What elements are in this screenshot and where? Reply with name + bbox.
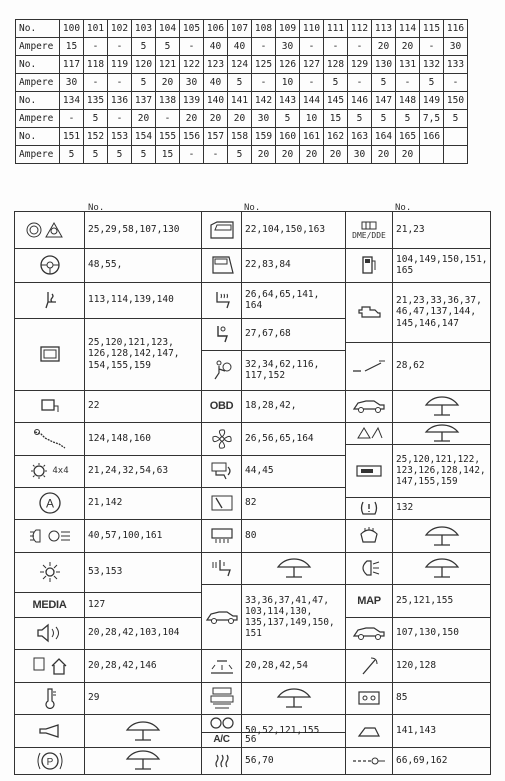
fuse-list: 29 bbox=[88, 692, 100, 704]
steering-wheel-icon bbox=[15, 248, 84, 282]
fuse-list: 26,64,65,141, 164 bbox=[245, 288, 320, 311]
table-cell: 5 bbox=[60, 146, 84, 164]
table-cell: 160 bbox=[276, 128, 300, 146]
row-label: Ampere bbox=[16, 146, 60, 164]
table-cell: 115 bbox=[420, 20, 444, 38]
engine-control-icon bbox=[346, 212, 392, 248]
table-cell: 123 bbox=[204, 56, 228, 74]
row-label: Ampere bbox=[16, 38, 60, 56]
fuse-list: 20,28,42,103,104 bbox=[88, 627, 180, 639]
fuse-list: 66,69,162 bbox=[396, 754, 448, 766]
table-cell: 154 bbox=[132, 128, 156, 146]
table-cell: 146 bbox=[348, 92, 372, 110]
media-icon: MEDIA bbox=[32, 598, 67, 611]
fuse-list: 50,52,121,155 bbox=[245, 724, 320, 736]
fuse-list: 32,34,62,116, 117,152 bbox=[245, 358, 320, 381]
map-icon: MAP bbox=[357, 594, 381, 607]
seat-ventilation-icon bbox=[202, 552, 241, 584]
fuse-list: 25,121,155 bbox=[396, 594, 454, 606]
table-cell: 40 bbox=[204, 74, 228, 92]
table-cell: 15 bbox=[156, 146, 180, 164]
table-cell bbox=[444, 128, 468, 146]
fuse-list: 40,57,100,161 bbox=[88, 529, 163, 541]
table-cell: 103 bbox=[132, 20, 156, 38]
fuse-list: 53,153 bbox=[88, 566, 123, 578]
table-cell: 116 bbox=[444, 20, 468, 38]
table-cell: 122 bbox=[180, 56, 204, 74]
table-cell: 40 bbox=[228, 38, 252, 56]
table-cell: 5 bbox=[228, 146, 252, 164]
table-cell: 30 bbox=[444, 38, 468, 56]
table-cell: - bbox=[60, 110, 84, 128]
table-cell: 10 bbox=[300, 110, 324, 128]
table-cell: 5 bbox=[228, 74, 252, 92]
table-cell: 5 bbox=[84, 146, 108, 164]
table-cell: 101 bbox=[84, 20, 108, 38]
table-cell: - bbox=[252, 38, 276, 56]
table-cell: 5 bbox=[372, 110, 396, 128]
mirror-icon bbox=[15, 390, 84, 422]
wiper-icon bbox=[202, 487, 241, 519]
interior-light-icon bbox=[15, 552, 84, 592]
table-cell: 158 bbox=[228, 128, 252, 146]
table-cell: 5 bbox=[84, 110, 108, 128]
table-cell: 152 bbox=[84, 128, 108, 146]
table-cell: 137 bbox=[132, 92, 156, 110]
table-cell: 113 bbox=[372, 20, 396, 38]
horn-icon bbox=[15, 714, 84, 747]
table-cell: 120 bbox=[132, 56, 156, 74]
table-cell: 128 bbox=[324, 56, 348, 74]
fuse-list: 27,67,68 bbox=[245, 328, 291, 340]
table-cell: 30 bbox=[276, 38, 300, 56]
brake-warning-icon bbox=[15, 212, 84, 248]
table-cell: 20 bbox=[204, 110, 228, 128]
sunroof-icon bbox=[346, 714, 392, 747]
table-cell: - bbox=[84, 38, 108, 56]
table-cell: 165 bbox=[396, 128, 420, 146]
fuse-list: 82 bbox=[245, 497, 257, 509]
table-cell: - bbox=[300, 38, 324, 56]
table-cell: 119 bbox=[108, 56, 132, 74]
parking-brake-icon bbox=[15, 747, 84, 774]
table-cell: 5 bbox=[132, 146, 156, 164]
car-side-icon bbox=[202, 584, 241, 649]
fuse-list: 113,114,139,140 bbox=[88, 294, 174, 306]
table-cell: 106 bbox=[204, 20, 228, 38]
table-cell: 5 bbox=[132, 38, 156, 56]
fuse-list: 21,142 bbox=[88, 497, 123, 509]
fuse-list: 48,55, bbox=[88, 259, 123, 271]
table-cell: 143 bbox=[276, 92, 300, 110]
table-cell: - bbox=[108, 38, 132, 56]
seat-memory-icon bbox=[202, 455, 241, 487]
row-label: No. bbox=[16, 92, 60, 110]
table-cell: 5 bbox=[444, 110, 468, 128]
fuse-ampere-row bbox=[16, 146, 468, 164]
temperature-icon bbox=[15, 682, 84, 714]
table-cell: 121 bbox=[156, 56, 180, 74]
seat-heating-icon bbox=[15, 282, 84, 318]
dme-dde-label: DME/DDE bbox=[352, 230, 386, 240]
table-cell: 153 bbox=[108, 128, 132, 146]
window-lift-icon bbox=[346, 342, 392, 390]
fuse-list: 56,70 bbox=[245, 754, 274, 766]
table-cell: 131 bbox=[396, 56, 420, 74]
table-cell bbox=[444, 146, 468, 164]
table-cell: 20 bbox=[132, 110, 156, 128]
table-cell: 20 bbox=[372, 38, 396, 56]
row-label: No. bbox=[16, 20, 60, 38]
table-cell: 139 bbox=[180, 92, 204, 110]
table-cell: 124 bbox=[228, 56, 252, 74]
table-cell: 5 bbox=[372, 74, 396, 92]
table-cell: - bbox=[348, 74, 372, 92]
radio-icon bbox=[346, 444, 392, 497]
table-cell: 112 bbox=[348, 20, 372, 38]
seat-adjust-icon bbox=[202, 682, 241, 714]
4x4-label: 4x4 bbox=[52, 466, 69, 476]
table-cell: 105 bbox=[180, 20, 204, 38]
fuse-list: 127 bbox=[88, 598, 106, 610]
headlight-icon bbox=[15, 519, 84, 552]
table-cell bbox=[420, 146, 444, 164]
fuse-list: 26,56,65,164 bbox=[245, 432, 314, 444]
table-cell: 159 bbox=[252, 128, 276, 146]
fuse-number-row bbox=[16, 92, 468, 110]
table-cell: 166 bbox=[420, 128, 444, 146]
table-cell: 163 bbox=[348, 128, 372, 146]
table-cell: 148 bbox=[396, 92, 420, 110]
table-cell: 161 bbox=[300, 128, 324, 146]
fuse-list: 107,130,150 bbox=[396, 627, 459, 639]
table-cell: 100 bbox=[60, 20, 84, 38]
table-cell: - bbox=[324, 38, 348, 56]
table-cell: 142 bbox=[252, 92, 276, 110]
trailer-hitch-icon bbox=[346, 747, 392, 774]
table-cell: 149 bbox=[420, 92, 444, 110]
fuse-list: 44,45 bbox=[245, 465, 274, 477]
fuse-list: 56 bbox=[245, 733, 257, 745]
car-lift-icon bbox=[242, 682, 345, 714]
table-cell: - bbox=[84, 74, 108, 92]
washer-fluid-icon bbox=[346, 519, 392, 552]
fuse-ampere-table bbox=[15, 19, 468, 164]
table-cell: 140 bbox=[204, 92, 228, 110]
speaker-icon bbox=[15, 617, 84, 649]
fuse-number-row bbox=[16, 128, 468, 146]
table-cell: 5 bbox=[324, 74, 348, 92]
table-cell: 125 bbox=[252, 56, 276, 74]
table-cell: 20 bbox=[324, 146, 348, 164]
rear-defrost-icon bbox=[202, 519, 241, 552]
table-cell: 40 bbox=[204, 38, 228, 56]
table-cell: 141 bbox=[228, 92, 252, 110]
table-cell: 133 bbox=[444, 56, 468, 74]
display-screen-icon bbox=[15, 318, 84, 390]
table-cell: 20 bbox=[276, 146, 300, 164]
fuse-ampere-row bbox=[16, 38, 468, 56]
table-cell: 30 bbox=[60, 74, 84, 92]
table-cell: 15 bbox=[60, 38, 84, 56]
fuse-list: 21,23,33,36,37, 46,47,137,144, 145,146,147 bbox=[396, 294, 482, 329]
fuse-list: 85 bbox=[396, 692, 408, 704]
wiper-warning-icon bbox=[346, 422, 392, 444]
table-cell: 132 bbox=[420, 56, 444, 74]
table-cell: 5 bbox=[108, 146, 132, 164]
table-cell: 157 bbox=[204, 128, 228, 146]
fuse-list: 80 bbox=[245, 529, 257, 541]
fuse-list: 21,23 bbox=[396, 224, 425, 236]
table-cell: - bbox=[156, 110, 180, 128]
table-cell: 20 bbox=[252, 146, 276, 164]
row-label: Ampere bbox=[16, 110, 60, 128]
table-cell: 135 bbox=[84, 92, 108, 110]
table-cell: 136 bbox=[108, 92, 132, 110]
col-header-3: No. bbox=[395, 203, 412, 213]
engine-icon bbox=[346, 282, 392, 342]
table-cell: 155 bbox=[156, 128, 180, 146]
headlight-range-icon bbox=[346, 552, 392, 584]
table-cell: 102 bbox=[108, 20, 132, 38]
table-cell: 150 bbox=[444, 92, 468, 110]
table-cell: - bbox=[108, 110, 132, 128]
door-open-icon bbox=[202, 248, 241, 282]
table-cell: 129 bbox=[348, 56, 372, 74]
fuse-ampere-row bbox=[16, 110, 468, 128]
fuse-ampere-row bbox=[16, 74, 468, 92]
table-cell: 5 bbox=[348, 110, 372, 128]
table-cell: 30 bbox=[180, 74, 204, 92]
table-cell: 20 bbox=[372, 146, 396, 164]
table-cell: - bbox=[300, 74, 324, 92]
fuse-list: 22,104,150,163 bbox=[245, 224, 326, 236]
table-cell: 108 bbox=[252, 20, 276, 38]
table-cell: 151 bbox=[60, 128, 84, 146]
table-cell: 7,5 bbox=[420, 110, 444, 128]
table-cell: 5 bbox=[132, 74, 156, 92]
heated-seat-icon bbox=[202, 282, 241, 318]
fuse-list: 21,24,32,54,63 bbox=[88, 465, 169, 477]
table-cell: 5 bbox=[156, 38, 180, 56]
car-front-icon bbox=[346, 390, 392, 422]
table-cell: - bbox=[396, 74, 420, 92]
table-cell: 109 bbox=[276, 20, 300, 38]
horn-cable-icon bbox=[15, 422, 84, 455]
fuse-list: 120,128 bbox=[396, 659, 437, 671]
telematics-home-icon bbox=[15, 649, 84, 682]
table-cell: 30 bbox=[252, 110, 276, 128]
door-icon bbox=[202, 212, 241, 248]
row-label: Ampere bbox=[16, 74, 60, 92]
fuse-list: 22,83,84 bbox=[245, 259, 291, 271]
fuel-pump-icon bbox=[346, 248, 392, 282]
fan-icon bbox=[202, 422, 241, 455]
table-cell: 134 bbox=[60, 92, 84, 110]
table-cell: 164 bbox=[372, 128, 396, 146]
tire-pressure-icon bbox=[346, 497, 392, 519]
fuse-list: 124,148,160 bbox=[88, 432, 151, 444]
fuse-list: 132 bbox=[396, 502, 414, 514]
row-label: No. bbox=[16, 128, 60, 146]
table-cell: 10 bbox=[276, 74, 300, 92]
fuse-list: 22 bbox=[88, 400, 100, 412]
table-cell: - bbox=[204, 146, 228, 164]
antenna-icon bbox=[346, 649, 392, 682]
fuse-list: 25,29,58,107,130 bbox=[88, 224, 180, 236]
fuse-legend-table bbox=[14, 211, 491, 775]
car-lift-icon bbox=[85, 747, 201, 774]
col-header-1: No. bbox=[88, 203, 105, 213]
table-cell: - bbox=[420, 38, 444, 56]
instrument-cluster-icon bbox=[202, 714, 241, 732]
table-cell: 5 bbox=[396, 110, 420, 128]
fuse-number-row bbox=[16, 56, 468, 74]
svg-text:P: P bbox=[46, 756, 53, 768]
table-cell: 111 bbox=[324, 20, 348, 38]
fuse-list: 104,149,150,151, 165 bbox=[396, 253, 488, 276]
table-cell: - bbox=[252, 74, 276, 92]
car-lift-icon bbox=[393, 390, 490, 422]
table-cell: 20 bbox=[300, 146, 324, 164]
table-cell: - bbox=[348, 38, 372, 56]
table-cell: - bbox=[180, 38, 204, 56]
table-cell: - bbox=[444, 74, 468, 92]
sedan-icon bbox=[346, 617, 392, 649]
table-cell: 20 bbox=[396, 38, 420, 56]
fuse-list: 33,36,37,41,47, 103,114,130, 135,137,149,150, 151 bbox=[245, 594, 335, 639]
table-cell: 104 bbox=[156, 20, 180, 38]
car-lift-icon bbox=[85, 714, 201, 747]
ambient-light-icon bbox=[202, 649, 241, 682]
car-lift-icon bbox=[393, 552, 490, 584]
car-lift-icon bbox=[242, 552, 345, 584]
table-cell: 107 bbox=[228, 20, 252, 38]
table-cell: 30 bbox=[348, 146, 372, 164]
airbag-icon bbox=[202, 350, 241, 390]
auto-hold-icon bbox=[15, 487, 84, 519]
table-cell: 144 bbox=[300, 92, 324, 110]
table-cell: - bbox=[180, 146, 204, 164]
table-cell: 162 bbox=[324, 128, 348, 146]
col-header-2: No. bbox=[244, 203, 261, 213]
table-cell: 20 bbox=[180, 110, 204, 128]
table-cell: 15 bbox=[324, 110, 348, 128]
table-cell: 126 bbox=[276, 56, 300, 74]
table-cell: 114 bbox=[396, 20, 420, 38]
fuse-list: 18,28,42, bbox=[245, 400, 297, 412]
table-cell: 156 bbox=[180, 128, 204, 146]
obd-icon: OBD bbox=[209, 400, 234, 412]
row-label: No. bbox=[16, 56, 60, 74]
table-cell: 20 bbox=[396, 146, 420, 164]
table-cell: 127 bbox=[300, 56, 324, 74]
fuse-number-row bbox=[16, 20, 468, 38]
car-lift-icon bbox=[393, 519, 490, 552]
table-cell: 5 bbox=[420, 74, 444, 92]
table-cell: 5 bbox=[276, 110, 300, 128]
table-cell: 130 bbox=[372, 56, 396, 74]
table-cell: 20 bbox=[228, 110, 252, 128]
fuse-list: 20,28,42,146 bbox=[88, 659, 157, 671]
ac-icon: A/C bbox=[213, 734, 230, 745]
fuse-list: 25,120,121,123, 126,128,142,147, 154,155,159 bbox=[88, 336, 180, 371]
table-cell: 118 bbox=[84, 56, 108, 74]
rear-window-heat-icon bbox=[202, 747, 241, 774]
table-cell: - bbox=[108, 74, 132, 92]
seat-icon bbox=[202, 318, 241, 350]
fuse-list: 20,28,42,54 bbox=[245, 659, 308, 671]
table-cell: 110 bbox=[300, 20, 324, 38]
table-cell: 147 bbox=[372, 92, 396, 110]
table-cell: 145 bbox=[324, 92, 348, 110]
four-wheel-drive-icon bbox=[15, 455, 84, 487]
fuse-list: 25,120,121,122, 123,126,128,142, 147,155,159 bbox=[396, 454, 486, 487]
svg-text:A: A bbox=[45, 496, 54, 511]
fuse-list: 141,143 bbox=[396, 724, 437, 736]
fuse-list: 28,62 bbox=[396, 360, 425, 372]
table-cell: 138 bbox=[156, 92, 180, 110]
car-lift-icon bbox=[393, 422, 490, 444]
table-cell: 117 bbox=[60, 56, 84, 74]
control-panel-icon bbox=[346, 682, 392, 714]
table-cell: 20 bbox=[156, 74, 180, 92]
